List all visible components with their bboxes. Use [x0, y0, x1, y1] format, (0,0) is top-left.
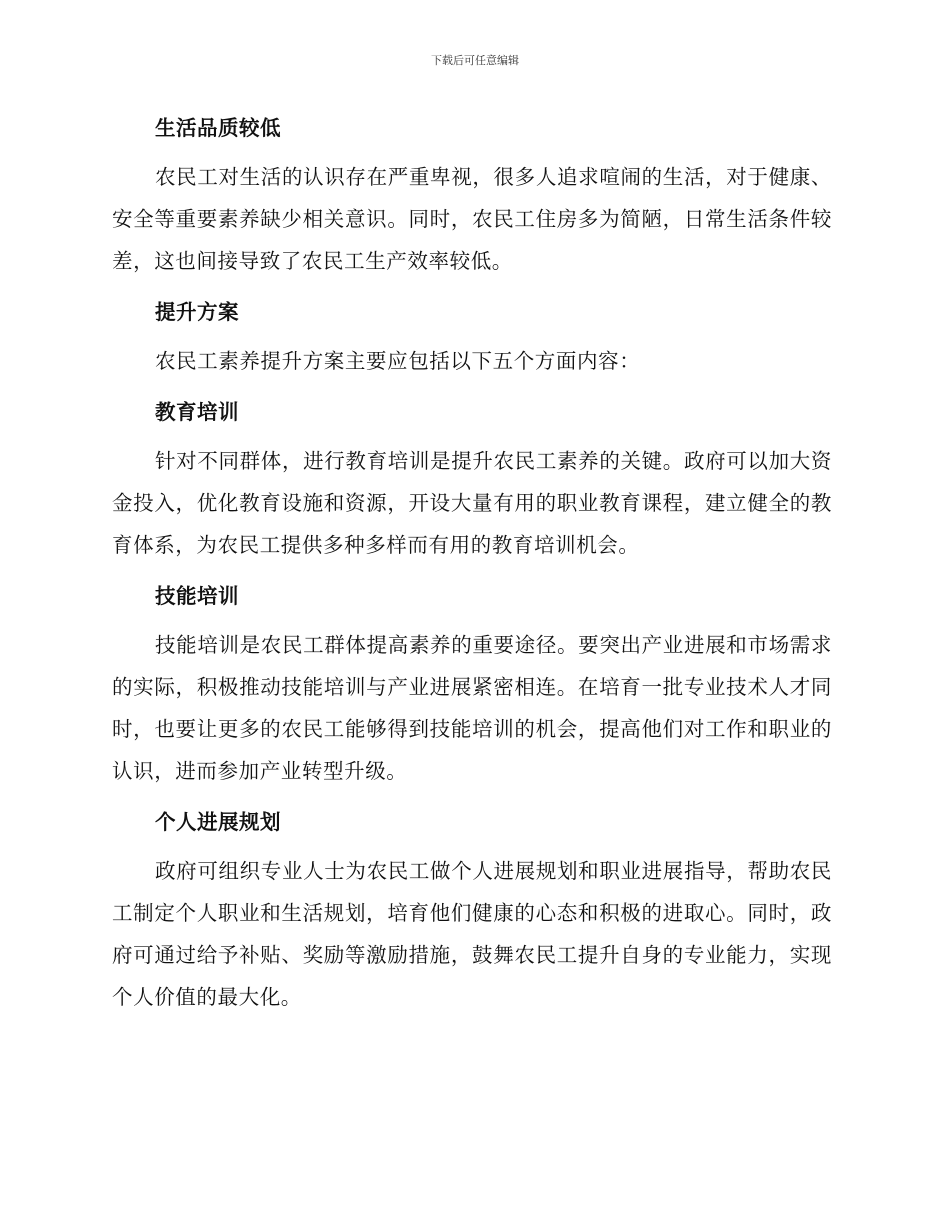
- section-heading-improvement-plan: 提升方案: [155, 300, 239, 324]
- section-paragraph-education-training: 针对不同群体，进行教育培训是提升农民工素养的关键。政府可以加大资金投入，优化教育设施和资源，开设大量有用的职业教育课程，建立健全的教育体系，为农民工提供多种多样而有用的教育培训机会。: [112, 449, 832, 557]
- section-heading-education-training: 教育培训: [155, 400, 239, 424]
- document-body: [112, 110, 832, 1018]
- page-header: 下载后可任意编辑: [431, 54, 519, 67]
- section-paragraph-quality-of-life: 农民工对生活的认识存在严重卑视，很多人追求喧闹的生活，对于健康、安全等重要素养缺少相关意识。同时，农民工住房多为简陋，日常生活条件较差，这也间接导致了农民工生产效率较低。: [112, 165, 832, 273]
- section-heading-personal-development: 个人进展规划: [155, 810, 281, 834]
- section-paragraph-improvement-plan: 农民工素养提升方案主要应包括以下五个方面内容：: [155, 349, 641, 373]
- section-heading-skills-training: 技能培训: [155, 584, 239, 608]
- section-heading-quality-of-life: 生活品质较低: [155, 116, 281, 140]
- section-paragraph-skills-training: 技能培训是农民工群体提高素养的重要途径。要突出产业进展和市场需求的实际，积极推动技能培训与产业进展紧密相连。在培育一批专业技术人才同时，也要让更多的农民工能够得到技能培训的机会，提高他们对工作和职业的认识，进而参加产业转型升级。: [112, 633, 832, 783]
- section-paragraph-personal-development: 政府可组织专业人士为农民工做个人进展规划和职业进展指导，帮助农民工制定个人职业和生活规划，培育他们健康的心态和积极的进取心。同时，政府可通过给予补贴、奖励等激励措施，鼓舞农民工提升自身的专业能力，实现个人价值的最大化。: [112, 859, 832, 1009]
